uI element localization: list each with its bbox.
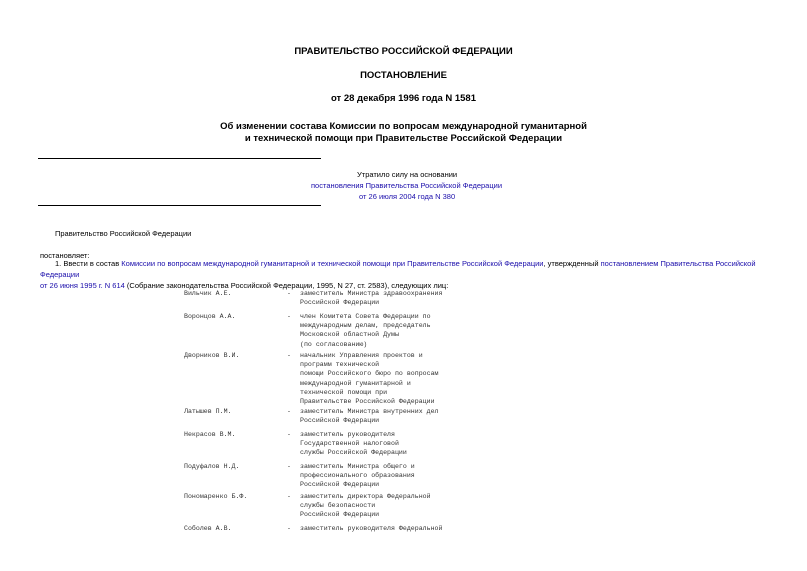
member-role: заместитель Министра здравоохранения Российской Федерации [300,290,443,307]
member-name: Дворников В.И. [184,352,240,359]
member-role: заместитель руководителя Федеральной [300,525,443,532]
list-item [184,289,443,307]
member-name: Воронцов А.А. [184,313,236,320]
divider-bottom [38,205,321,206]
member-dash: - [287,431,291,438]
member-name: Пономаренко Б.Ф. [184,493,248,500]
member-dash: - [287,408,291,415]
member-dash: - [287,493,291,500]
member-name: Вильчик А.Е. [184,290,232,297]
member-name: Подуфалов Н.Д. [184,463,240,470]
member-dash: - [287,313,291,320]
p1-link-decree[interactable]: постановлением Правительства Российской Федерации [40,259,756,279]
member-role: заместитель Министра общего и профессионального образования Российской Федерации [300,463,415,489]
p1-suffix: (Собрание законодательства Российской Федерации, 1995, N 27, ст. 2583), следующих лиц: [124,281,449,290]
member-role: начальник Управления проектов и программ технической помощи Российского бюро по вопросам международной гуманитарной и технической помощи при Правительстве Российской Федерации [300,352,439,406]
intro-text: Правительство Российской Федерации [55,229,192,238]
divider-top [38,158,321,159]
member-role: заместитель директора Федеральной службы безопасности Российской Федерации [300,493,431,519]
list-item [184,430,407,457]
document-date-number: от 28 декабря 1996 года N 1581 [330,93,476,104]
member-dash: - [287,525,291,532]
member-dash: - [287,290,291,297]
member-dash: - [287,463,291,470]
paragraph-1 [40,258,778,291]
list-item [184,492,431,519]
list-item [184,462,415,489]
member-role: член Комитета Совета Федерации по международным делам, председатель Московской областной Думы (по согласованию) [300,313,431,348]
p1-link-commission[interactable]: Комиссии по вопросам международной гуманитарной и технической помощи при Правительстве Российской Федерации [121,259,544,268]
document-title-line2: и технической помощи при Правительстве Российской Федерации [244,133,563,144]
document-title-line1: Об изменении состава Комиссии по вопросам международной гуманитарной [220,121,587,132]
list-item [184,351,439,406]
list-item [184,524,443,542]
p1-prefix: 1. Ввести в состав [55,259,122,268]
status-text: Утратило силу на основании [357,170,458,179]
list-item [184,312,431,348]
decree-text: постановляет: [40,251,90,260]
government-title: ПРАВИТЕЛЬСТВО РОССИЙСКОЙ ФЕДЕРАЦИИ [294,46,513,57]
p1-mid: , утвержденный [543,259,601,268]
member-name: Соболев А.В. [184,525,232,532]
list-item [184,407,439,425]
status-link-date[interactable]: от 26 июля 2004 года N 380 [359,192,456,201]
member-dash: - [287,352,291,359]
status-link-decree[interactable]: постановления Правительства Российской Федерации [311,181,503,190]
member-name: Некрасов В.М. [184,431,236,438]
member-role: заместитель Министра внутренних дел Российской Федерации [300,408,439,425]
document-type: ПОСТАНОВЛЕНИЕ [360,70,447,81]
member-name: Латышев П.М. [184,408,232,415]
member-role: заместитель руководителя Государственной налоговой службы Российской Федерации [300,431,407,457]
p1-link-date[interactable]: от 26 июня 1995 г. N 614 [40,281,125,290]
